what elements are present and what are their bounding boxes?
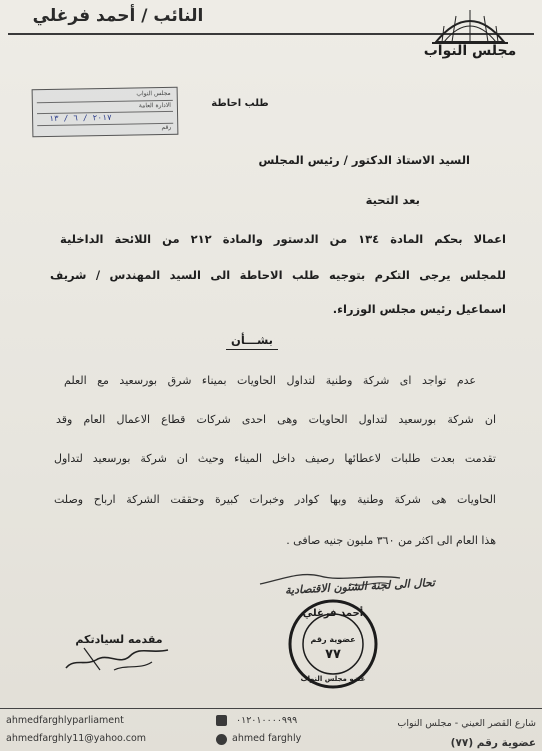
footer-email[interactable]: ahmedfarghly11@yahoo.com [6, 733, 147, 744]
subject-underline [226, 349, 278, 350]
footer-address: شارع القصر العيني - مجلس النواب [397, 718, 536, 729]
footer-phone: ٠١٢٠١٠٠٠٠٩٩٩ [236, 715, 298, 726]
footer-divider [0, 708, 542, 709]
signature [60, 640, 180, 676]
footer-membership: عضوية رقم (٧٧) [450, 737, 536, 749]
request-title: طلب احاطة [211, 98, 269, 109]
official-seal [287, 598, 379, 690]
intro-line: اعمالا بحكم المادة ١٣٤ من الدستور والمادة ٢١٢ من اللائحة الداخلية [60, 232, 506, 246]
seal-top-text: أحمد فرغلي [302, 608, 364, 619]
logo-text: مجلس النواب [423, 43, 517, 59]
parliament-dome-icon [430, 6, 510, 46]
intro-line: للمجلس يرجى التكرم بتوجيه طلب الاحاطة الى السيد المهندس / شريف [50, 268, 506, 282]
stamp-label: مجلس النواب [136, 89, 171, 98]
phone-icon [216, 715, 227, 726]
seal-number: ٧٧ [325, 647, 341, 662]
greeting: بعد التحية [365, 193, 420, 207]
body-line: هذا العام الى اكثر من ٣٦٠ مليون جنيه صافى . [286, 534, 496, 547]
intro-line: اسماعيل رئيس مجلس الوزراء. [332, 302, 506, 316]
body-line: عدم تواجد اى شركة وطنية لتداول الحاويات بميناء شرق بورسعيد مع العلم [64, 374, 476, 387]
addressee: السيد الاستاذ الدكتور / رئيس المجلس [258, 153, 470, 167]
messenger-icon [216, 734, 227, 745]
body-line: تقدمت بعدت طلبات لاعطائها رصيف داخل الميناء وحيث ان شركة بورسعيد لتداول [54, 452, 496, 465]
footer-messenger: ahmed farghly [232, 733, 302, 744]
member-name: النائب / أحمد فرغلي [32, 6, 204, 26]
referral-note: تحال الى لجنة الشئون الاقتصادية [284, 576, 436, 597]
stamp-date: ٢٠١٧ / ٦ / ١٣ [49, 112, 112, 123]
footer-facebook[interactable]: ahmedfarghlyparliament [6, 715, 124, 726]
body-line: الحاويات هى شركة وطنية وبها كوادر وخبرات كبيرة وحققت الشركة ارباح وصلت [54, 493, 496, 506]
closing: مقدمه لسيادتكم [75, 633, 163, 646]
subject-heading: بشـــأن [231, 333, 273, 347]
stamp-label: رقم [161, 123, 172, 132]
body-line: ان شركة بورسعيد لتداول الحاويات وهى احدى شركات قطاع الاعمال العام وقد [56, 413, 496, 426]
registration-stamp [32, 87, 179, 138]
seal-bottom-text: عضو مجلس النواب [300, 675, 366, 683]
seal-middle-text: عضوية رقم [310, 635, 356, 644]
stamp-label: الادارة العامة [138, 101, 171, 110]
